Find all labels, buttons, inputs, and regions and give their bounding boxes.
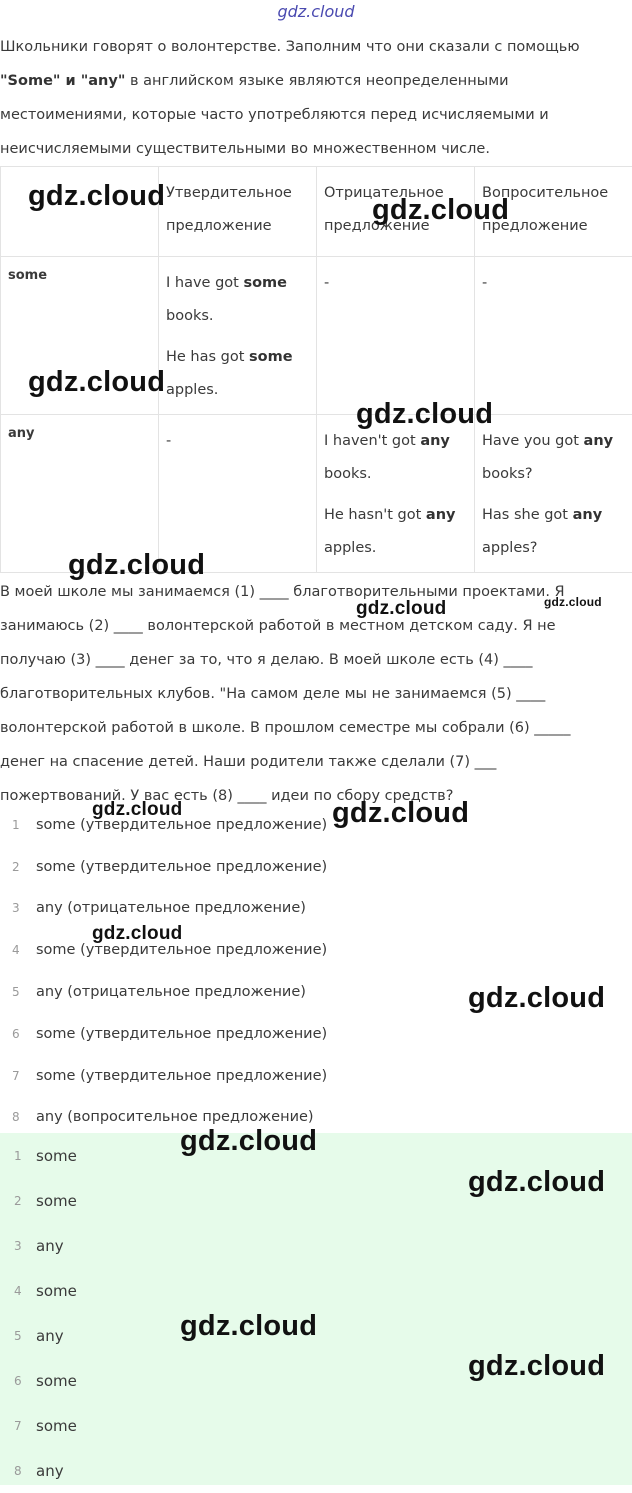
watermark: gdz.cloud	[28, 366, 165, 399]
item-text: some	[36, 1192, 77, 1210]
example-sentence: He hasn't got any apples.	[324, 499, 467, 565]
list-item	[0, 1013, 632, 1055]
item-text: some	[36, 1372, 77, 1390]
watermark: gdz.cloud	[468, 1350, 605, 1383]
exercise-text	[0, 575, 632, 813]
intro-line: местоимениями, которые часто употребляются перед исчисляемыми и	[0, 98, 632, 132]
list-item	[0, 846, 632, 888]
watermark: gdz.cloud	[356, 398, 493, 431]
list-item	[0, 1403, 632, 1448]
item-text: any	[36, 1237, 64, 1255]
item-number: 4	[0, 943, 36, 957]
item-number: 1	[0, 1149, 36, 1163]
exercise-line: благотворительных клубов. "На самом деле мы не занимаемся (5) ____	[0, 677, 632, 711]
item-number: 3	[0, 1239, 36, 1253]
example-sentence: I haven't got any books.	[324, 425, 467, 491]
watermark: gdz.cloud	[544, 595, 602, 609]
item-text: any (отрицательное предложение)	[36, 984, 306, 1000]
intro-line	[0, 64, 632, 98]
cell-some-affirmative	[159, 257, 317, 415]
item-text: any	[36, 1462, 64, 1480]
intro-text	[0, 30, 632, 166]
intro-bold-terms: "Some" и "any"	[0, 73, 125, 89]
watermark: gdz.cloud	[180, 1310, 317, 1343]
exercise-line: денег на спасение детей. Наши родители также сделали (7) ___	[0, 745, 632, 779]
item-text: some (утвердительное предложение)	[36, 942, 327, 958]
item-text: any (вопросительное предложение)	[36, 1109, 314, 1125]
exercise-line: пожертвований. У вас есть (8) ____ идеи по сбору средств?	[0, 779, 632, 813]
row-label-any: any	[1, 415, 159, 573]
row-label-some: some	[1, 257, 159, 415]
header-negative: Отрицательное предложение	[317, 167, 475, 257]
item-text: some (утвердительное предложение)	[36, 817, 327, 833]
item-number: 2	[0, 860, 36, 874]
cell-some-negative: -	[317, 257, 475, 415]
watermark: gdz.cloud	[372, 194, 509, 227]
list-item	[0, 1055, 632, 1097]
exercise-line: получаю (3) ____ денег за то, что я делаю. В моей школе есть (4) ____	[0, 643, 632, 677]
watermark: gdz.cloud	[68, 549, 205, 582]
item-number: 4	[0, 1284, 36, 1298]
watermark: gdz.cloud	[180, 1125, 317, 1158]
item-text: some	[36, 1147, 77, 1165]
answer-list	[0, 804, 632, 1138]
cell-any-question	[475, 415, 632, 573]
example-sentence: Have you got any books?	[482, 425, 625, 491]
intro-line: неисчисляемыми существительными во множественном числе.	[0, 132, 632, 166]
watermark: gdz.cloud	[28, 180, 165, 213]
exercise-line: волонтерской работой в школе. В прошлом семестре мы собрали (6) _____	[0, 711, 632, 745]
item-number: 3	[0, 901, 36, 915]
item-text: some (утвердительное предложение)	[36, 1068, 327, 1084]
item-number: 7	[0, 1069, 36, 1083]
item-number: 5	[0, 1329, 36, 1343]
example-sentence: I have got some books.	[166, 267, 309, 333]
watermark: gdz.cloud	[356, 598, 446, 620]
item-number: 2	[0, 1194, 36, 1208]
site-logo[interactable]: gdz.cloud	[0, 2, 632, 21]
item-text: some	[36, 1417, 77, 1435]
watermark: gdz.cloud	[468, 1166, 605, 1199]
header-question: Вопросительное предложение	[475, 167, 632, 257]
item-number: 6	[0, 1027, 36, 1041]
list-item	[0, 1448, 632, 1493]
item-text: any	[36, 1327, 64, 1345]
item-text: some	[36, 1282, 77, 1300]
item-number: 5	[0, 985, 36, 999]
intro-line: Школьники говорят о волонтерстве. Заполним что они сказали с помощью	[0, 30, 632, 64]
cell-any-affirmative: -	[159, 415, 317, 573]
cell-any-negative	[317, 415, 475, 573]
watermark: gdz.cloud	[92, 923, 182, 945]
exercise-line: занимаюсь (2) ____ волонтерской работой в местном детском саду. Я не	[0, 609, 632, 643]
item-number: 8	[0, 1464, 36, 1478]
example-sentence: Has she got any apples?	[482, 499, 625, 565]
cell-some-question: -	[475, 257, 632, 415]
watermark: gdz.cloud	[332, 797, 469, 830]
item-text: some (утвердительное предложение)	[36, 1026, 327, 1042]
item-number: 7	[0, 1419, 36, 1433]
header-affirmative: Утвердительное предложение	[159, 167, 317, 257]
item-text: some (утвердительное предложение)	[36, 859, 327, 875]
item-number: 6	[0, 1374, 36, 1388]
list-item	[0, 1223, 632, 1268]
item-number: 1	[0, 818, 36, 832]
item-number: 8	[0, 1110, 36, 1124]
watermark: gdz.cloud	[468, 982, 605, 1015]
intro-line-rest: в английском языке являются неопределенными	[125, 73, 508, 89]
example-sentence: He has got some apples.	[166, 341, 309, 407]
list-item	[0, 1268, 632, 1313]
exercise-line: В моей школе мы занимаемся (1) ____ благотворительными проектами. Я	[0, 575, 632, 609]
watermark: gdz.cloud	[92, 799, 182, 821]
item-text: any (отрицательное предложение)	[36, 900, 306, 916]
